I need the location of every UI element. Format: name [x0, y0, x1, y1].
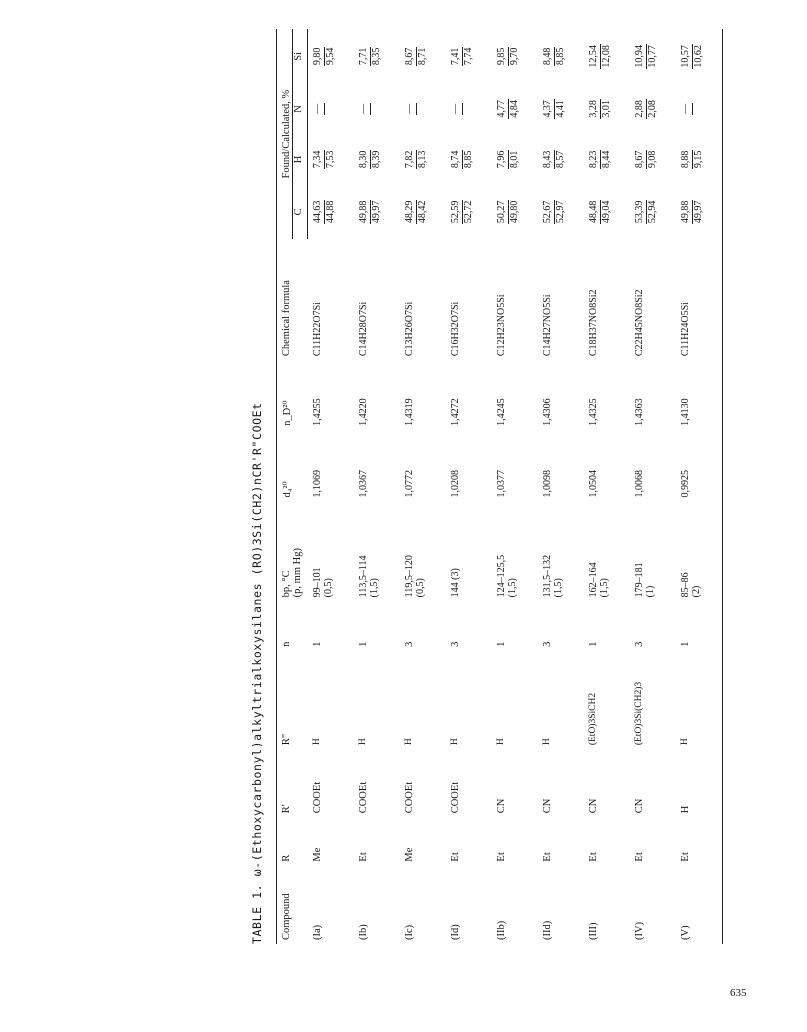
- cell-formula: C13H26O7Si: [404, 301, 415, 357]
- header-bp-label: bp, °C: [281, 570, 292, 598]
- cell-si-found: 9,80: [312, 47, 323, 66]
- cell-r: Et: [676, 817, 723, 865]
- cell-si-fraction: [312, 47, 337, 67]
- cell-si: [676, 29, 723, 84]
- cell-density: 1,0772: [404, 470, 415, 498]
- cell-n-element: [538, 84, 584, 134]
- table-row: [492, 29, 538, 944]
- cell-density: 1,0367: [358, 470, 369, 498]
- header-si: Si: [293, 29, 308, 84]
- cell-c-found: 44,63: [312, 200, 323, 224]
- cell-formula: C14H27NO5Si: [542, 294, 553, 357]
- cell-n-element-found: —: [450, 103, 461, 114]
- cell-h-found: 7,96: [496, 150, 507, 169]
- cell-r2: H: [542, 738, 552, 746]
- cell-bp-value: 113,5–114: [358, 555, 369, 598]
- cell-bp-value: 99–101: [311, 567, 323, 598]
- cell-bp-value: 144 (3): [450, 568, 461, 598]
- cell-c-calculated: 49,97: [371, 200, 382, 224]
- cell-c-fraction: [404, 200, 429, 225]
- cell-bp-value: 119,5–120: [404, 555, 415, 598]
- table-row: [584, 29, 630, 944]
- cell-compound: (IV): [634, 921, 645, 940]
- cell-h-calculated: 8,01: [509, 150, 520, 169]
- cell-si-fraction: [358, 47, 383, 67]
- cell-refraction: 1,4306: [542, 398, 553, 426]
- cell-h-calculated: 7,53: [325, 150, 336, 169]
- cell-si-fraction: [496, 47, 521, 67]
- cell-n: 1: [676, 601, 723, 651]
- rotated-table-container: [248, 24, 803, 944]
- cell-c-found: 49,88: [680, 200, 691, 224]
- cell-bp-value: 162–164: [588, 562, 599, 598]
- cell-h-fraction: [542, 150, 567, 170]
- cell-h-found: 8,43: [542, 150, 553, 169]
- cell-n-element-found: —: [312, 103, 323, 114]
- cell-c-calculated: 49,97: [693, 200, 704, 224]
- cell-density: 1,0208: [450, 470, 461, 498]
- cell-si-calculated: 8,35: [371, 47, 382, 66]
- cell-si: [400, 29, 446, 84]
- cell-refraction: 1,4220: [358, 398, 369, 426]
- cell-formula: C16H32O7Si: [450, 301, 461, 357]
- cell-c-calculated: 52,94: [647, 200, 658, 224]
- cell-density: 0,9925: [676, 430, 723, 502]
- cell-r2: (EtO)3Si(CH2)3: [634, 681, 644, 746]
- cell-n-element: [492, 84, 538, 134]
- cell-n-element-found: —: [404, 103, 415, 114]
- cell-c: [446, 185, 492, 240]
- header-r: R: [277, 817, 308, 865]
- header-n: n: [277, 601, 308, 651]
- cell-c-calculated: 52,97: [555, 200, 566, 224]
- cell-r1: COOEt: [404, 781, 415, 814]
- cell-si-fraction: [404, 47, 429, 67]
- table-caption: TABLE 1. ω-(Ethoxycarbonyl)alkyltrialkoxysilanes (RO)3Si(CH2)nCR'R"COOEt: [250, 402, 264, 944]
- cell-bp-value: 131,5–132: [542, 554, 553, 598]
- header-n-element: N: [293, 84, 308, 134]
- cell-density: 1,1069: [311, 470, 323, 498]
- cell-r: Et: [588, 852, 599, 862]
- cell-h-found: 7,82: [404, 150, 415, 169]
- cell-bp-pressure: (1,5): [507, 578, 518, 598]
- cell-h: [630, 134, 676, 184]
- cell-n-element-calculated: 4,84: [509, 100, 520, 118]
- header-refraction: n_D²⁰: [277, 360, 308, 430]
- table-body: [308, 29, 723, 944]
- header-c: C: [293, 185, 308, 240]
- cell-refraction: 1,4255: [311, 398, 323, 426]
- cell-si-found: 7,41: [450, 47, 461, 66]
- cell-r2: H: [311, 738, 322, 746]
- cell-n: 1: [358, 641, 369, 647]
- cell-h-found: 8,30: [358, 150, 369, 169]
- cell-n-element-fraction: [404, 103, 417, 115]
- page-number: 635: [730, 987, 747, 999]
- cell-r: Me: [404, 847, 415, 862]
- cell-r1: COOEt: [311, 781, 323, 814]
- cell-si: [446, 29, 492, 84]
- cell-n: 1: [588, 641, 599, 647]
- cell-n-element-fraction: [496, 99, 521, 119]
- cell-c-fraction: [358, 200, 383, 225]
- cell-r1: COOEt: [450, 781, 461, 814]
- header-r1: R': [277, 749, 308, 817]
- cell-h: [492, 134, 538, 184]
- cell-c-found: 52,59: [450, 200, 461, 224]
- cell-bp: [676, 502, 723, 602]
- cell-h: [584, 134, 630, 184]
- cell-si-found: 9,85: [496, 47, 507, 66]
- cell-si-found: 12,54: [588, 45, 599, 68]
- cell-si-calculated: 8,85: [555, 47, 566, 66]
- cell-si: [584, 29, 630, 84]
- cell-bp-pressure: (1): [645, 585, 656, 598]
- cell-r: Et: [542, 852, 553, 862]
- cell-n-element-found: 3,28: [588, 100, 599, 118]
- cell-n: 3: [634, 641, 645, 647]
- cell-r1: CN: [496, 798, 507, 814]
- header-formula: Chemical formula: [277, 239, 308, 360]
- cell-c: [538, 185, 584, 240]
- cell-r2: (EtO)3SiCH2: [588, 692, 598, 746]
- cell-h-calculated: 9,15: [693, 150, 704, 169]
- cell-n: 3: [450, 641, 461, 647]
- cell-n-element-fraction: [680, 103, 693, 115]
- cell-density: 1,0504: [588, 470, 599, 498]
- cell-compound: (III): [588, 922, 599, 940]
- cell-c: [400, 185, 446, 240]
- cell-r1: CN: [542, 798, 553, 814]
- cell-formula: C22H45NO8Si2: [634, 289, 645, 357]
- cell-n-element-found: 4,37: [542, 100, 553, 118]
- cell-h-fraction: [450, 150, 475, 170]
- cell-c-found: 50,27: [496, 200, 507, 224]
- cell-n-element-found: —: [358, 103, 369, 114]
- cell-formula: C11H24O5Si: [676, 239, 723, 360]
- cell-si-calculated: 8,71: [417, 47, 428, 66]
- cell-bp: [446, 502, 492, 602]
- cell-c: [492, 185, 538, 240]
- cell-n: 1: [311, 641, 323, 647]
- cell-c-fraction: [680, 200, 705, 225]
- cell-r2: H: [358, 738, 368, 746]
- cell-density: 1,0068: [634, 470, 645, 498]
- cell-n: 1: [496, 641, 507, 647]
- cell-h-calculated: 8,57: [555, 150, 566, 169]
- cell-h-found: 7,34: [312, 150, 323, 169]
- cell-si: [354, 29, 400, 84]
- cell-c: [354, 185, 400, 240]
- cell-si-calculated: 10,62: [693, 45, 704, 68]
- cell-compound: (Ic): [404, 924, 415, 940]
- cell-compound: (V): [676, 866, 723, 944]
- cell-si-fraction: [588, 44, 613, 69]
- cell-bp-pressure: (1,5): [599, 578, 610, 598]
- header-bp-sub: (p, mm Hg): [292, 548, 303, 598]
- table-row: [400, 29, 446, 944]
- cell-h-calculated: 8,13: [417, 150, 428, 169]
- header-r2: R": [277, 651, 308, 749]
- cell-r: Et: [450, 852, 461, 862]
- cell-compound: (Ia): [311, 924, 323, 940]
- cell-c-calculated: 48,42: [417, 200, 428, 224]
- cell-bp: [308, 502, 355, 602]
- cell-si-found: 7,71: [358, 47, 369, 66]
- cell-r: Et: [634, 852, 645, 862]
- cell-n-element-found: 2,88: [634, 100, 645, 118]
- cell-n-element-calculated: 2,08: [647, 100, 658, 118]
- cell-formula: C11H22O7Si: [311, 302, 323, 357]
- cell-r2: H: [404, 738, 414, 746]
- cell-h-fraction: [312, 150, 337, 170]
- cell-compound: (IIb): [496, 920, 507, 940]
- cell-si: [308, 29, 355, 84]
- cell-refraction: 1,4272: [450, 398, 461, 426]
- cell-c-found: 48,29: [404, 200, 415, 224]
- cell-n-element: [630, 84, 676, 134]
- header-bp: [277, 502, 308, 602]
- cell-si-calculated: 9,54: [325, 47, 336, 66]
- table-row: [676, 29, 723, 944]
- cell-c-calculated: 52,72: [463, 200, 474, 224]
- cell-h-calculated: 8,44: [601, 150, 612, 169]
- cell-si-fraction: [634, 44, 659, 69]
- cell-refraction: 1,4325: [588, 398, 599, 426]
- cell-c-calculated: 44,88: [325, 200, 336, 224]
- cell-si-calculated: 9,70: [509, 47, 520, 66]
- table-row: [538, 29, 584, 944]
- cell-bp-pressure: (1,5): [553, 578, 564, 598]
- cell-si-fraction: [542, 47, 567, 67]
- cell-r2: H: [676, 651, 723, 749]
- cell-h-fraction: [496, 150, 521, 170]
- cell-compound: (IId): [542, 920, 553, 940]
- cell-n-element-fraction: [588, 99, 613, 119]
- cell-c: [584, 185, 630, 240]
- table-row: [630, 29, 676, 944]
- cell-h-found: 8,88: [680, 150, 691, 169]
- cell-n-element: [446, 84, 492, 134]
- cell-c-fraction: [588, 200, 613, 225]
- cell-h-found: 8,23: [588, 150, 599, 169]
- cell-h-found: 8,67: [634, 150, 645, 169]
- table-row: [308, 29, 355, 944]
- cell-n-element-fraction: [634, 99, 659, 119]
- cell-r: Et: [358, 852, 369, 862]
- cell-refraction: 1,4245: [496, 398, 507, 426]
- cell-n-element-found: —: [680, 103, 691, 114]
- cell-n-element-fraction: [312, 103, 325, 115]
- cell-c-found: 48,48: [588, 200, 599, 224]
- header-h: H: [293, 134, 308, 184]
- cell-r1: CN: [588, 798, 599, 814]
- cell-h-found: 8,74: [450, 150, 461, 169]
- cell-bp-value: 85–86: [680, 572, 691, 598]
- cell-compound: (Ib): [358, 924, 369, 940]
- cell-n-element-found: 4,77: [496, 100, 507, 118]
- cell-r2: H: [450, 738, 460, 746]
- cell-r: Et: [496, 852, 507, 862]
- cell-h-fraction: [680, 150, 705, 170]
- cell-h-fraction: [634, 150, 659, 170]
- cell-bp: [354, 502, 400, 602]
- cell-bp: [400, 502, 446, 602]
- cell-n-element: [584, 84, 630, 134]
- cell-h: [354, 134, 400, 184]
- cell-formula: C12H23NO5Si: [496, 294, 507, 357]
- cell-c-calculated: 49,80: [509, 200, 520, 224]
- cell-n-element-fraction: [542, 99, 567, 119]
- cell-n-element: [308, 84, 355, 134]
- cell-si: [538, 29, 584, 84]
- cell-refraction: 1,4319: [404, 398, 415, 426]
- cell-n-element: [354, 84, 400, 134]
- cell-c-fraction: [496, 200, 521, 225]
- cell-h: [676, 134, 723, 184]
- cell-bp: [538, 502, 584, 602]
- cell-r2: H: [496, 738, 506, 746]
- cell-c-fraction: [634, 200, 659, 225]
- cell-bp-value: 124–125,5: [496, 554, 507, 598]
- cell-n-element-calculated: 3,01: [601, 100, 612, 118]
- cell-bp: [630, 502, 676, 602]
- cell-h: [308, 134, 355, 184]
- cell-compound: (Id): [450, 924, 461, 940]
- cell-r: Me: [311, 847, 323, 862]
- header-density: d₄²⁰: [277, 430, 308, 502]
- cell-c-calculated: 49,04: [601, 200, 612, 224]
- cell-h-fraction: [404, 150, 429, 170]
- cell-bp-value: 179–181: [634, 562, 645, 598]
- cell-n-element-fraction: [450, 103, 463, 115]
- cell-c-found: 52,67: [542, 200, 553, 224]
- cell-r1: COOEt: [358, 781, 369, 814]
- data-table: [276, 29, 723, 944]
- cell-si: [630, 29, 676, 84]
- header-compound: Compound: [277, 866, 308, 944]
- cell-si-found: 10,57: [680, 45, 691, 68]
- cell-n-element-fraction: [358, 103, 371, 115]
- cell-si-fraction: [680, 44, 705, 69]
- cell-h-fraction: [358, 150, 383, 170]
- cell-c: [308, 185, 355, 240]
- cell-formula: C14H28O7Si: [358, 301, 369, 357]
- cell-bp-pressure: (1,5): [369, 578, 380, 598]
- cell-density: 1,0098: [542, 470, 553, 498]
- cell-formula: C18H37NO8Si2: [588, 289, 599, 357]
- cell-r1: H: [676, 749, 723, 817]
- cell-bp-pressure: (0,5): [415, 578, 426, 598]
- cell-bp-pressure: (2): [691, 585, 702, 598]
- cell-c: [630, 185, 676, 240]
- cell-c-fraction: [450, 200, 475, 225]
- cell-h: [446, 134, 492, 184]
- cell-si: [492, 29, 538, 84]
- cell-refraction: 1,4130: [676, 360, 723, 430]
- cell-h: [538, 134, 584, 184]
- cell-c: [676, 185, 723, 240]
- cell-density: 1,0377: [496, 470, 507, 498]
- cell-si-calculated: 10,77: [647, 45, 658, 68]
- table-row: [446, 29, 492, 944]
- cell-h: [400, 134, 446, 184]
- cell-bp-pressure: (0,5): [322, 578, 334, 598]
- cell-si-calculated: 7,74: [463, 47, 474, 66]
- table-row: [354, 29, 400, 944]
- cell-si-calculated: 12,08: [601, 45, 612, 68]
- cell-c-found: 53,39: [634, 200, 645, 224]
- cell-h-calculated: 8,39: [371, 150, 382, 169]
- header-found-calculated: Found/Calculated, %: [277, 29, 293, 239]
- cell-si-found: 8,48: [542, 47, 553, 66]
- cell-si-found: 8,67: [404, 47, 415, 66]
- cell-n: 3: [404, 641, 415, 647]
- cell-bp: [584, 502, 630, 602]
- cell-bp: [492, 502, 538, 602]
- cell-n-element: [400, 84, 446, 134]
- cell-refraction: 1,4363: [634, 398, 645, 426]
- cell-si-fraction: [450, 47, 475, 67]
- cell-c-fraction: [312, 200, 337, 225]
- cell-r1: CN: [634, 798, 645, 814]
- cell-c-fraction: [542, 200, 567, 225]
- cell-n-element: [676, 84, 723, 134]
- cell-h-calculated: 8,85: [463, 150, 474, 169]
- cell-n-element-calculated: 4,41: [555, 100, 566, 118]
- cell-c-found: 49,88: [358, 200, 369, 224]
- cell-h-calculated: 9,08: [647, 150, 658, 169]
- cell-n: 3: [542, 641, 553, 647]
- cell-h-fraction: [588, 150, 613, 170]
- cell-si-found: 10,94: [634, 45, 645, 68]
